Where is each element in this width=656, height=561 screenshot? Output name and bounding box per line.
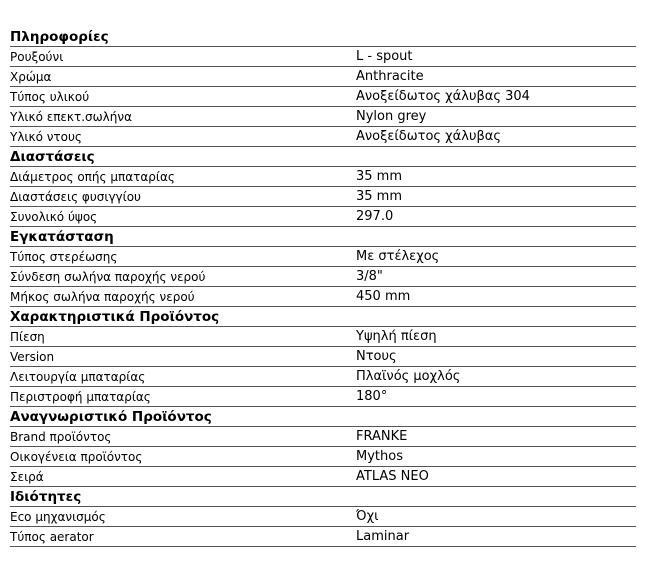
spec-label: Χρώμα: [10, 70, 52, 84]
spec-row: [10, 267, 636, 287]
spec-label: Διαστάσεις φυσιγγίου: [10, 190, 142, 204]
section-title: Εγκατάσταση: [10, 227, 636, 247]
spec-value: Ανοξείδωτος χάλυβας 304: [356, 89, 530, 104]
spec-row: [10, 447, 636, 467]
spec-value: Laminar: [356, 529, 410, 544]
spec-row: [10, 527, 636, 547]
spec-label: Μήκος σωλήνα παροχής νερού: [10, 290, 195, 304]
spec-row: [10, 287, 636, 307]
spec-value: 3/8": [356, 269, 383, 284]
spec-row: [10, 127, 636, 147]
section-title: Πληροφορίες: [10, 27, 636, 47]
spec-value: Nylon grey: [356, 109, 427, 124]
spec-label: Πίεση: [10, 330, 45, 344]
spec-value: ATLAS NEO: [356, 469, 429, 484]
section-info: [10, 27, 636, 147]
spec-label: Σύνδεση σωλήνα παροχής νερού: [10, 270, 206, 284]
spec-row: [10, 387, 636, 407]
spec-value: Με στέλεχος: [356, 249, 440, 264]
spec-row: [10, 87, 636, 107]
spec-row: [10, 187, 636, 207]
spec-sheet: [10, 27, 636, 547]
section-properties: [10, 487, 636, 547]
section-installation: [10, 227, 636, 307]
section-title: Χαρακτηριστικά Προϊόντος: [10, 307, 636, 327]
spec-row: [10, 167, 636, 187]
spec-label: Τύπος υλικού: [10, 90, 90, 104]
spec-value: Anthracite: [356, 69, 424, 84]
spec-label: Υλικό ντους: [10, 130, 82, 144]
spec-value: Όχι: [356, 509, 379, 524]
spec-value: Ντους: [356, 349, 397, 364]
section-identifier: [10, 407, 636, 487]
section-title: Διαστάσεις: [10, 147, 636, 167]
spec-row: [10, 327, 636, 347]
spec-label: Λειτουργία μπαταρίας: [10, 370, 146, 384]
section-title: Ιδιότητες: [10, 487, 636, 507]
spec-label: Σειρά: [10, 470, 44, 484]
spec-label: Version: [10, 350, 55, 364]
spec-value: 297.0: [356, 209, 394, 224]
spec-value: 35 mm: [356, 169, 403, 184]
spec-label: Διάμετρος οπής μπαταρίας: [10, 170, 175, 184]
spec-row: [10, 427, 636, 447]
section-title: Αναγνωριστικό Προϊόντος: [10, 407, 636, 427]
spec-row: [10, 67, 636, 87]
spec-label: Brand προϊόντος: [10, 430, 112, 444]
spec-label: Συνολικό ύψος: [10, 210, 98, 224]
spec-label: Υλικό επεκτ.σωλήνα: [10, 110, 133, 124]
spec-value: 35 mm: [356, 189, 403, 204]
spec-value: 450 mm: [356, 289, 411, 304]
spec-row: [10, 467, 636, 487]
spec-value: Mythos: [356, 449, 403, 464]
spec-label: Τύπος aerator: [10, 530, 94, 544]
spec-label: Περιστροφή μπαταρίας: [10, 390, 151, 404]
spec-row: [10, 47, 636, 67]
section-features: [10, 307, 636, 407]
spec-row: [10, 107, 636, 127]
spec-label: Οικογένεια προϊόντος: [10, 450, 143, 464]
spec-label: Ρουξούνι: [10, 50, 64, 64]
spec-row: [10, 347, 636, 367]
spec-value: L - spout: [356, 49, 413, 64]
spec-row: [10, 207, 636, 227]
spec-label: Eco μηχανισμός: [10, 510, 106, 524]
spec-value: Υψηλή πίεση: [356, 329, 437, 344]
spec-value: Πλαϊνός μοχλός: [356, 369, 461, 384]
section-dimensions: [10, 147, 636, 227]
spec-row: [10, 367, 636, 387]
spec-value: FRANKE: [356, 429, 408, 444]
spec-row: [10, 247, 636, 267]
spec-row: [10, 507, 636, 527]
spec-label: Τύπος στερέωσης: [10, 250, 118, 264]
spec-value: 180°: [356, 389, 388, 404]
spec-value: Ανοξείδωτος χάλυβας: [356, 129, 501, 144]
